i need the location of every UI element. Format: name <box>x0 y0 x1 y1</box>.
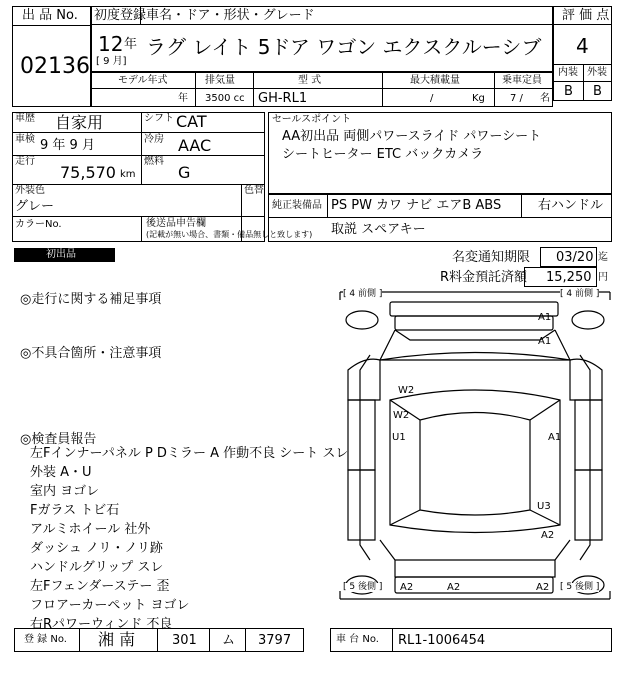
reg-number: 3797 <box>258 633 292 648</box>
mark-u3: U3 <box>537 501 551 512</box>
reg-no-label: 登 録 No. <box>24 634 67 645</box>
history-value: 自家用 <box>55 113 104 132</box>
fuel-label: 燃料 <box>144 156 164 167</box>
capacity-unit: 名 <box>540 93 550 104</box>
steering-value: 右ハンドル <box>538 198 604 213</box>
driving-heading: ◎走行に関する補足事項 <box>20 292 162 307</box>
recycle-label: R料金預託済額 <box>440 270 528 285</box>
genuine-label: 純正装備品 <box>272 200 322 211</box>
recycle-unit: 円 <box>598 272 608 283</box>
notice-unit: 迄 <box>598 252 608 263</box>
mileage-label: 走行 <box>15 156 35 167</box>
first-listing-text: 初出品 <box>46 249 76 260</box>
mark-a1-right: A1 <box>548 432 562 443</box>
chassis-value: RL1-1006454 <box>398 633 486 648</box>
lot-label: 出 品 No. <box>22 8 78 23</box>
inspector-line: 右Rパワーウィンド 不良 <box>30 617 173 632</box>
shift-label: シフト <box>144 113 174 124</box>
sales-point-line1: AA初出品 両側パワースライド パワーシート <box>282 129 542 144</box>
diag-front-right-label: [ 4 前側 ] <box>560 289 600 299</box>
lot-number: 02136 <box>20 54 90 79</box>
model-year-unit: 年 <box>178 93 188 104</box>
ext-color-value: グレー <box>15 199 55 214</box>
displacement-value: 3500 cc <box>205 93 245 104</box>
max-load-label: 最大積載量 <box>410 75 460 86</box>
inspector-line: アルミホイール 社外 <box>30 522 151 537</box>
sales-point-line2: シートヒーター ETC バックカメラ <box>282 147 484 162</box>
fuel-value: G <box>178 163 191 182</box>
diag-rear-right-label: [ 5 後側 ] <box>560 582 600 592</box>
mark-a2-right: A2 <box>541 530 555 541</box>
exterior-grade: B <box>593 84 602 99</box>
mileage-unit: km <box>120 169 136 180</box>
ext-color-label: 外装色 <box>15 185 45 196</box>
reg-kana: ム <box>222 633 236 648</box>
exterior-label: 外装 <box>587 67 607 78</box>
ac-label: 冷房 <box>144 134 164 145</box>
mark-w2-b: W2 <box>393 410 410 421</box>
inspector-heading: ◎検査員報告 <box>20 432 97 447</box>
mark-a2-bottom-mid: A2 <box>447 582 461 593</box>
displacement-label: 排気量 <box>205 75 235 86</box>
diag-rear-left-label: [ 5 後側 ] <box>343 582 383 592</box>
year-unit: 年 <box>124 37 138 52</box>
mark-u1: U1 <box>392 432 406 443</box>
reg-area: 湘 南 <box>98 630 136 649</box>
sales-point-label: セールスポイント <box>272 114 352 125</box>
model-year-label: モデル年式 <box>118 75 168 86</box>
first-reg-label: 初度登録 <box>94 8 147 23</box>
docs-label: 後送品申告欄 <box>146 218 206 229</box>
inspector-line: 室内 ヨゴレ <box>30 484 100 499</box>
color-no-label: カラーNo. <box>15 219 62 230</box>
mileage-value: 75,570 <box>60 163 116 182</box>
rating-value: 4 <box>576 34 589 58</box>
docs-note: (記載が無い場合、書類・備品無しと致します) <box>146 230 313 239</box>
type-label: 型 式 <box>298 75 322 86</box>
inspector-line: 左Fインナーパネル P Dミラー A 作動不良 シート スレ <box>30 446 349 461</box>
notice-label: 名変通知期限 <box>452 250 531 265</box>
mark-a1-hood: A1 <box>538 336 552 347</box>
reg-year: 12 <box>98 32 124 56</box>
chassis-label: 車 台 No. <box>336 634 379 645</box>
color-change-label: 色替 <box>244 185 264 196</box>
reg-class: 301 <box>172 633 197 648</box>
inspector-line: 左Fフェンダーステー 歪 <box>30 579 170 594</box>
recycle-value: 15,250 <box>546 270 592 285</box>
mark-a1-front: A1 <box>538 312 552 323</box>
rating-label: 評 価 点 <box>562 8 610 23</box>
mark-a2-bottom-left: A2 <box>400 582 414 593</box>
inspector-line: フロアーカーペット ヨゴレ <box>30 598 190 613</box>
notice-value: 03/20 <box>556 250 594 265</box>
defects-heading: ◎不具合箇所・注意事項 <box>20 346 162 361</box>
inspector-line: 外装 A・U <box>30 465 92 480</box>
interior-grade: B <box>564 84 573 99</box>
mark-a2-bottom-right: A2 <box>536 582 550 593</box>
inspector-line: ハンドルグリップ スレ <box>30 560 164 575</box>
max-load-value: / <box>430 93 434 104</box>
capacity-label: 乗車定員 <box>502 75 542 86</box>
capacity-value: 7 / <box>510 93 523 104</box>
inspection-label: 車検 <box>15 134 35 145</box>
inspector-line: ダッシュ ノリ・ノリ跡 <box>30 541 163 556</box>
interior-label: 内装 <box>558 67 578 78</box>
mark-w2-a: W2 <box>398 385 415 396</box>
load-unit: Kg <box>472 93 485 104</box>
ac-value: AAC <box>178 136 212 155</box>
reg-month: [ 9 月] <box>96 56 127 67</box>
docs-value: 取説 スペアキー <box>331 222 426 237</box>
inspector-line: Fガラス トビ石 <box>30 503 120 518</box>
history-label: 車歴 <box>15 113 35 124</box>
type-value: GH-RL1 <box>258 91 308 106</box>
car-name: ラグ レイト 5ドア ワゴン エクスクルーシブ <box>146 35 542 59</box>
genuine-value: PS PW カワ ナビ エアB ABS <box>331 198 502 213</box>
car-name-label: 車名・ドア・形状・グレード <box>146 8 315 23</box>
inspection-value: 9 年 9 月 <box>40 138 95 153</box>
diag-front-left-label: [ 4 前側 ] <box>343 289 383 299</box>
shift-value: CAT <box>176 112 207 131</box>
